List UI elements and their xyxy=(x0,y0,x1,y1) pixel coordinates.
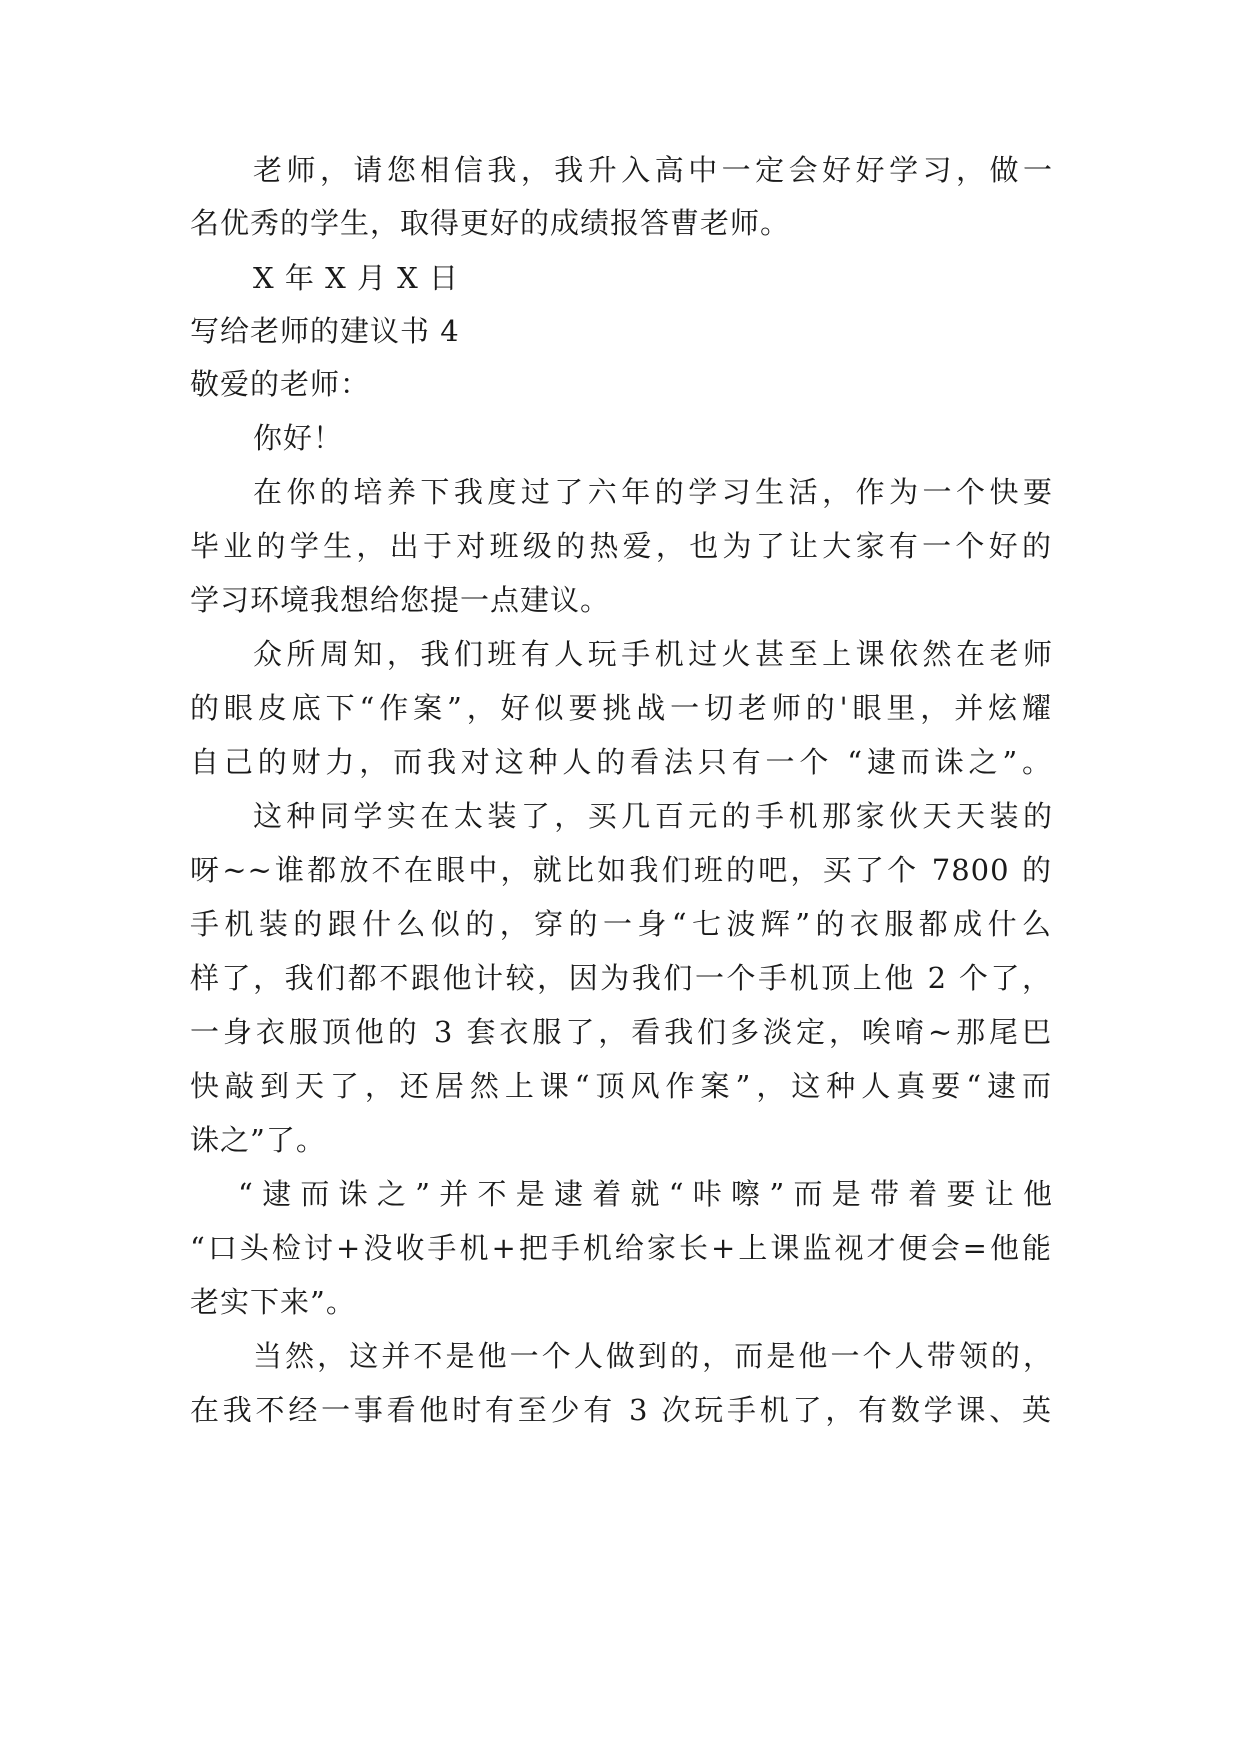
paragraph-line: 老实下来”。 xyxy=(190,1285,356,1319)
paragraph-line: 一身衣服顶他的 3 套衣服了，看我们多淡定，唉唷~那尾巴 xyxy=(190,1015,1052,1049)
paragraph-line: “逮而诛之”并不是逮着就“咔嚓”而是带着要让他 xyxy=(238,1177,1053,1211)
salutation: 敬爱的老师： xyxy=(190,367,371,401)
paragraph-line: 毕业的学生，出于对班级的热爱，也为了让大家有一个好的 xyxy=(190,529,1052,563)
paragraph-line: 的眼皮底下“作案”，好似要挑战一切老师的'眼里，并炫耀 xyxy=(190,691,1052,725)
paragraph-line: 手机装的跟什么似的，穿的一身“七波辉”的衣服都成什么 xyxy=(190,907,1052,941)
paragraph-line: 名优秀的学生，取得更好的成绩报答曹老师。 xyxy=(190,206,791,240)
paragraph-line: 在你的培养下我度过了六年的学习生活，作为一个快要 xyxy=(253,475,1053,509)
paragraph-line: 学习环境我想给您提一点建议。 xyxy=(190,583,611,617)
section-title: 写给老师的建议书 4 xyxy=(190,314,460,348)
paragraph-line: 当然，这并不是他一个人做到的，而是他一个人带领的， xyxy=(253,1339,1053,1373)
paragraph-line: 老师，请您相信我，我升入高中一定会好好学习，做一 xyxy=(253,153,1053,187)
paragraph-line: 快敲到天了，还居然上课“顶风作案”，这种人真要“逮而 xyxy=(190,1069,1052,1103)
paragraph-line: 诛之”了。 xyxy=(190,1123,326,1157)
greeting: 你好！ xyxy=(253,421,344,455)
paragraph-line: 众所周知，我们班有人玩手机过火甚至上课依然在老师 xyxy=(253,637,1053,671)
paragraph-line: 样了，我们都不跟他计较，因为我们一个手机顶上他 2 个了， xyxy=(190,961,1052,995)
paragraph-line: 在我不经一事看他时有至少有 3 次玩手机了，有数学课、英 xyxy=(190,1393,1052,1427)
paragraph-line: 这种同学实在太装了，买几百元的手机那家伙天天装的 xyxy=(253,799,1053,833)
paragraph-line: 自己的财力，而我对这种人的看法只有一个 “逮而诛之”。 xyxy=(190,745,1052,779)
paragraph-line: “口头检讨+没收手机+把手机给家长+上课监视才便会=他能 xyxy=(190,1231,1052,1265)
paragraph-line: 呀~~谁都放不在眼中，就比如我们班的吧，买了个 7800 的 xyxy=(190,853,1052,887)
date-line: X 年 X 月 X 日 xyxy=(253,261,460,295)
